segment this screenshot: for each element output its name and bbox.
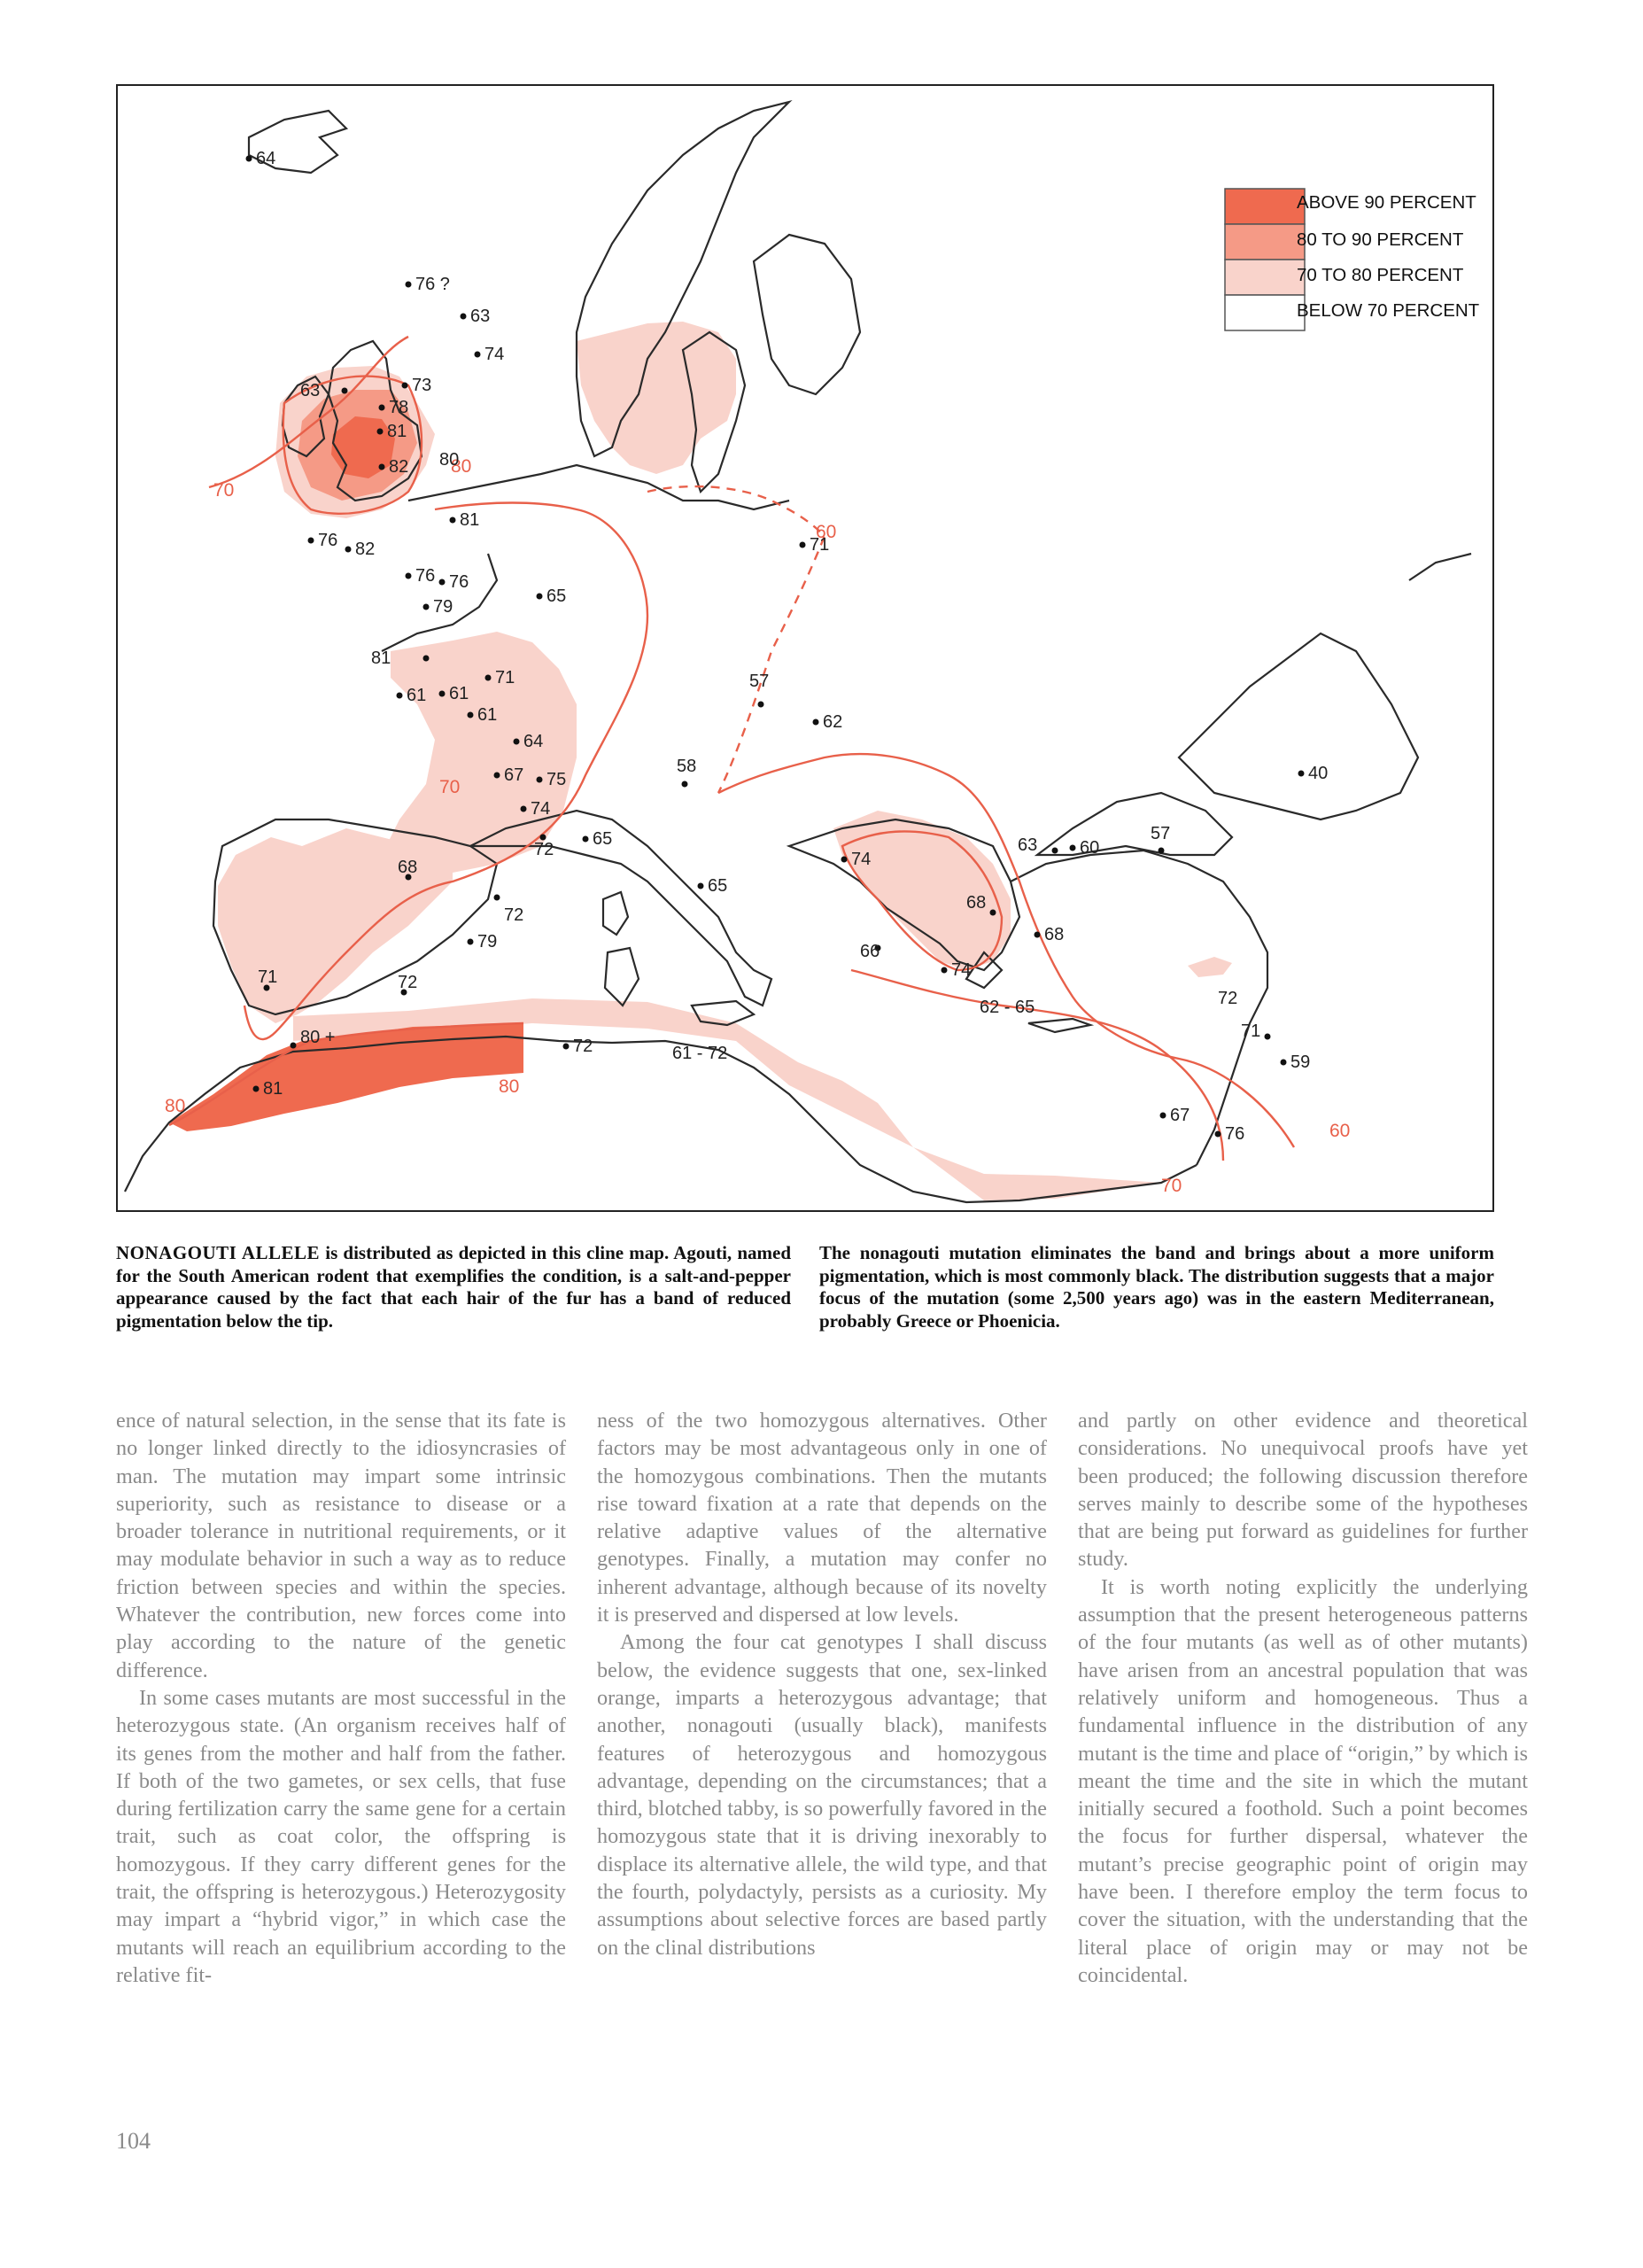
svg-text:64: 64 [523, 732, 544, 751]
svg-text:58: 58 [677, 757, 697, 776]
paragraph: ence of natural selection, in the sense that its fate is no longer linked directly to the idiosyncrasies of man. The mutation may impart some intrinsic superiority, such as resistance to disease or a broader tolerance in nutritional requirements, or it may modulate behavior in such a way as to reduce friction between species and within the species. Whatever the contribution, new forces come into play according to the nature of the genetic difference. [116, 1409, 566, 1682]
svg-text:72: 72 [534, 840, 554, 859]
legend-label-0: ABOVE 90 PERCENT [1297, 192, 1476, 213]
svg-text:68: 68 [398, 858, 418, 877]
legend-swatch-3 [1225, 295, 1305, 330]
svg-text:74: 74 [851, 850, 872, 869]
site-marker [398, 973, 417, 996]
svg-text:61: 61 [407, 686, 427, 705]
isoline-label: 80 [499, 1076, 520, 1097]
svg-text:65: 65 [546, 586, 567, 606]
svg-text:80: 80 [439, 450, 460, 470]
svg-text:57: 57 [749, 672, 770, 691]
paragraph: Among the four cat genotypes I shall discuss below, the evidence suggests that one, sex-linked orange, imparts a heterozygous advantage; that another, nonagouti (usually black), manifests features of heterozygous and homozygous advantage, depending on the circumstances; that a third, blotched tabby, is so powerfully favored in the homozygous state that it is driving inexorably to displace its alternative allele, the wild type, and that the fourth, polydactyly, persists as a curiosity. My assumptions about selective forces are based partly on the clinal distributions [597, 1630, 1047, 1960]
svg-text:71: 71 [495, 668, 515, 687]
site-marker [398, 858, 417, 881]
svg-text:63: 63 [1018, 835, 1038, 855]
article-column-1 [116, 1407, 566, 1989]
svg-text:81: 81 [371, 649, 391, 668]
svg-text:80 +: 80 + [300, 1028, 336, 1047]
svg-text:68: 68 [1044, 925, 1065, 944]
article-column-3 [1078, 1407, 1528, 1989]
legend-swatch-0 [1225, 189, 1305, 224]
caption-left [116, 1242, 791, 1332]
svg-text:76: 76 [449, 572, 469, 592]
svg-text:82: 82 [355, 540, 376, 559]
svg-text:63: 63 [300, 381, 321, 400]
svg-text:59: 59 [1290, 1052, 1311, 1072]
page-number: 104 [116, 2128, 151, 2154]
svg-text:76: 76 [1225, 1124, 1245, 1144]
article-body [116, 1407, 1528, 1989]
legend-swatch-1 [1225, 224, 1305, 260]
svg-text:65: 65 [593, 829, 613, 849]
svg-text:72: 72 [1218, 989, 1238, 1008]
svg-text:79: 79 [477, 932, 498, 951]
svg-text:72: 72 [504, 905, 524, 925]
svg-text:60: 60 [1080, 838, 1100, 858]
isoline-label: 80 [165, 1096, 186, 1116]
svg-text:76: 76 [318, 531, 338, 550]
isoline-label: 70 [439, 777, 461, 797]
svg-text:61: 61 [477, 705, 498, 725]
svg-text:64: 64 [256, 149, 276, 168]
paragraph: and partly on other evidence and theoretical considerations. No unequivocal proofs have yet been produced; the following discussion therefore serves mainly to describe some of the hypotheses that are being put forward as guidelines for further study. [1078, 1409, 1528, 1572]
svg-text:81: 81 [460, 510, 480, 530]
isoline-label: 70 [1161, 1176, 1182, 1196]
caption-right: The nonagouti mutation eliminates the band and brings about a more uniform pigmentation, which is most commonly black. The distribution suggests that a major focus of the mutation (some 2,500 years ago) was in the eastern Mediterranean, probably Greece or Phoenicia. [819, 1242, 1494, 1332]
svg-text:62: 62 [823, 712, 843, 732]
svg-text:79: 79 [433, 597, 453, 617]
svg-text:73: 73 [412, 376, 432, 395]
isoline-label: 60 [816, 522, 837, 542]
site-marker [1218, 989, 1237, 1008]
svg-text:71: 71 [810, 535, 830, 555]
svg-text:82: 82 [389, 457, 409, 477]
legend-swatch-2 [1225, 260, 1305, 295]
site-marker [860, 942, 881, 961]
isoline-label: 60 [1329, 1121, 1351, 1141]
svg-text:63: 63 [470, 307, 491, 326]
isoline-label: 70 [213, 480, 235, 501]
figure-caption [116, 1242, 1494, 1332]
svg-text:76: 76 [415, 566, 436, 586]
svg-text:61: 61 [449, 684, 469, 703]
svg-text:66: 66 [860, 942, 880, 961]
site-marker [980, 998, 1035, 1017]
svg-text:68: 68 [966, 893, 987, 913]
svg-text:71: 71 [258, 967, 278, 987]
svg-text:62 - 65: 62 - 65 [980, 998, 1035, 1017]
isoline-label: 80 [451, 456, 472, 477]
site-marker [672, 1044, 727, 1063]
svg-text:72: 72 [398, 973, 418, 992]
legend-label-1: 80 TO 90 PERCENT [1297, 229, 1464, 250]
paragraph: In some cases mutants are most successful in the heterozygous state. (An organism receives half of its genes from the mother and half from the father. If both of the two gametes, or sex cells, that fuse during fertilization carry the same gene for a certain trait, such as coat color, the offspring is homozygous. If they carry different genes for the trait, the offspring is heterozygous.) Heterozygosity may impart a “hybrid vigor,” in which case the mutants will reach an equilibrium according to the relative fit- [116, 1685, 566, 1987]
article-column-2 [597, 1407, 1047, 1989]
paragraph: ness of the two homozygous alternatives. Other factors may be most advantageous only in one of the homozygous combinations. Then the mutants rise toward fixation at a rate that depends on the relative adaptive values of the alternative genotypes. Finally, a mutation may confer no inherent advantage, although because of its novelty it is preserved and dispersed at low levels. [597, 1409, 1047, 1627]
legend-label-2: 70 TO 80 PERCENT [1297, 265, 1464, 285]
svg-text:67: 67 [1170, 1106, 1190, 1125]
svg-text:61 - 72: 61 - 72 [672, 1044, 728, 1063]
svg-text:74: 74 [484, 345, 505, 364]
svg-text:40: 40 [1308, 764, 1329, 783]
svg-text:76 ?: 76 ? [415, 275, 450, 294]
svg-text:74: 74 [951, 960, 972, 980]
svg-text:81: 81 [387, 422, 407, 441]
svg-text:67: 67 [504, 765, 524, 785]
caption-left-text: is distributed as depicted in this cline map. Agouti, named for the South American rodent that exemplifies the condition, is a salt-and-pepper appearance caused by the fact that each hair of the fur has a band of reduced pigmentation below the tip. [116, 1242, 792, 1332]
site-marker [439, 450, 459, 470]
cline-map [116, 84, 1494, 1212]
svg-text:81: 81 [263, 1079, 283, 1099]
paragraph: It is worth noting explicitly the underlying assumption that the present heterogeneous patterns of the four mutants (as well as of other mutants) have arisen from an ancestral population that was relatively uniform and homogeneous. Thus a fundamental influence in the distribution of any mutant is the time and place of “origin,” by which is meant the time and the site in which the mutant initially secured a foothold. Such a point becomes the focus for further dispersal, whatever the mutant’s precise geographic point of origin may have been. I therefore employ the term focus to cover the situation, with the understanding that the literal place of origin may or may not be coincidental. [1078, 1574, 1528, 1987]
svg-text:71: 71 [1241, 1021, 1261, 1041]
legend-label-3: BELOW 70 PERCENT [1297, 300, 1480, 321]
caption-lead: NONAGOUTI ALLELE [116, 1242, 321, 1263]
svg-text:78: 78 [389, 398, 409, 417]
svg-text:74: 74 [531, 799, 551, 819]
svg-text:72: 72 [573, 1037, 593, 1056]
svg-text:75: 75 [546, 770, 567, 789]
svg-text:57: 57 [1151, 824, 1171, 843]
svg-text:65: 65 [708, 876, 728, 896]
